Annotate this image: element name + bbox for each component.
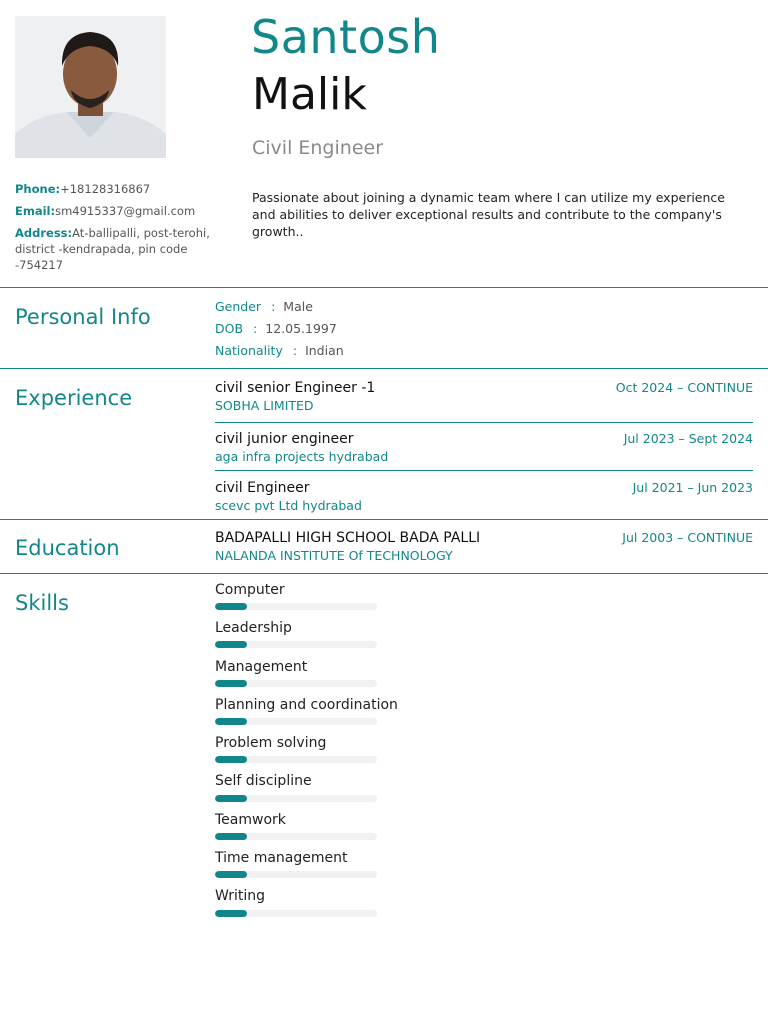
skill-level-bar [215, 641, 377, 648]
info-row-gender [215, 299, 313, 315]
info-key: Gender [215, 299, 262, 314]
profile-photo [15, 16, 166, 158]
info-key: DOB [215, 321, 244, 336]
education-heading: Education [15, 536, 120, 560]
education-dates: Jul 2003 – CONTINUE [622, 530, 753, 545]
skill-level-bar [215, 910, 377, 917]
address-value: At-ballipalli, post-terohi, district -kendrapada, pin code -754217 [15, 226, 210, 272]
skill-level-fill [215, 718, 247, 725]
section-divider [0, 573, 768, 574]
skill-name: Planning and coordination [215, 697, 398, 713]
entry-divider [215, 422, 753, 423]
job-title: Civil Engineer [252, 137, 384, 159]
contact-address [15, 225, 215, 273]
phone-label: Phone: [15, 182, 61, 196]
info-separator: : [292, 343, 298, 358]
last-name: Malik [252, 69, 367, 120]
info-row-nationality [215, 343, 344, 359]
skill-level-fill [215, 833, 247, 840]
entry-divider [215, 470, 753, 471]
info-value: 12.05.1997 [265, 321, 337, 336]
info-key: Nationality [215, 343, 283, 358]
experience-dates: Jul 2023 – Sept 2024 [623, 431, 753, 446]
contact-phone [15, 181, 215, 197]
personal-info-heading: Personal Info [15, 305, 151, 329]
skill-level-bar [215, 603, 377, 610]
experience-role: civil senior Engineer -1 [215, 380, 376, 396]
info-separator: : [271, 299, 276, 314]
skill-level-fill [215, 641, 247, 648]
skill-level-fill [215, 795, 247, 802]
skill-name: Management [215, 659, 308, 675]
section-divider [0, 368, 768, 369]
avatar [15, 16, 166, 158]
experience-company: aga infra projects hydrabad [215, 449, 389, 464]
skill-level-bar [215, 680, 377, 687]
experience-company: scevc pvt Ltd hydrabad [215, 498, 362, 513]
info-value: Male [283, 299, 313, 314]
email-label: Email: [15, 204, 56, 218]
skill-name: Computer [215, 582, 285, 598]
skill-level-fill [215, 756, 247, 763]
skill-name: Time management [215, 850, 348, 866]
experience-heading: Experience [15, 386, 133, 410]
skill-level-bar [215, 795, 377, 802]
experience-company: SOBHA LIMITED [215, 398, 314, 413]
experience-dates: Oct 2024 – CONTINUE [615, 380, 753, 395]
experience-role: civil Engineer [215, 480, 310, 496]
phone-value: +18128316867 [60, 182, 151, 196]
info-row-dob [215, 321, 337, 337]
profile-summary: Passionate about joining a dynamic team where I can utilize my experience and abilities to deliver exceptional results and contribute to the company's growth.. [252, 190, 725, 239]
skill-level-bar [215, 833, 377, 840]
skills-heading: Skills [15, 591, 69, 615]
contact-email [15, 203, 215, 219]
skill-level-fill [215, 603, 247, 610]
skill-level-fill [215, 871, 247, 878]
skill-level-bar [215, 718, 377, 725]
section-divider [0, 519, 768, 520]
experience-role: civil junior engineer [215, 431, 354, 447]
info-separator: : [253, 321, 258, 336]
skill-level-bar [215, 756, 377, 763]
skill-name: Writing [215, 888, 265, 904]
skill-name: Leadership [215, 620, 292, 636]
skill-name: Problem solving [215, 735, 327, 751]
info-value: Indian [305, 343, 344, 358]
skill-level-fill [215, 680, 247, 687]
experience-dates: Jul 2021 – Jun 2023 [632, 480, 753, 495]
address-label: Address: [15, 226, 73, 240]
education-institute: NALANDA INSTITUTE Of TECHNOLOGY [215, 548, 453, 563]
education-school: BADAPALLI HIGH SCHOOL BADA PALLI [215, 530, 481, 546]
skill-level-fill [215, 910, 247, 917]
skill-name: Teamwork [215, 812, 286, 828]
first-name: Santosh [251, 10, 441, 64]
skill-level-bar [215, 871, 377, 878]
section-divider [0, 287, 768, 288]
email-value: sm4915337@gmail.com [55, 204, 196, 218]
skill-name: Self discipline [215, 773, 312, 789]
